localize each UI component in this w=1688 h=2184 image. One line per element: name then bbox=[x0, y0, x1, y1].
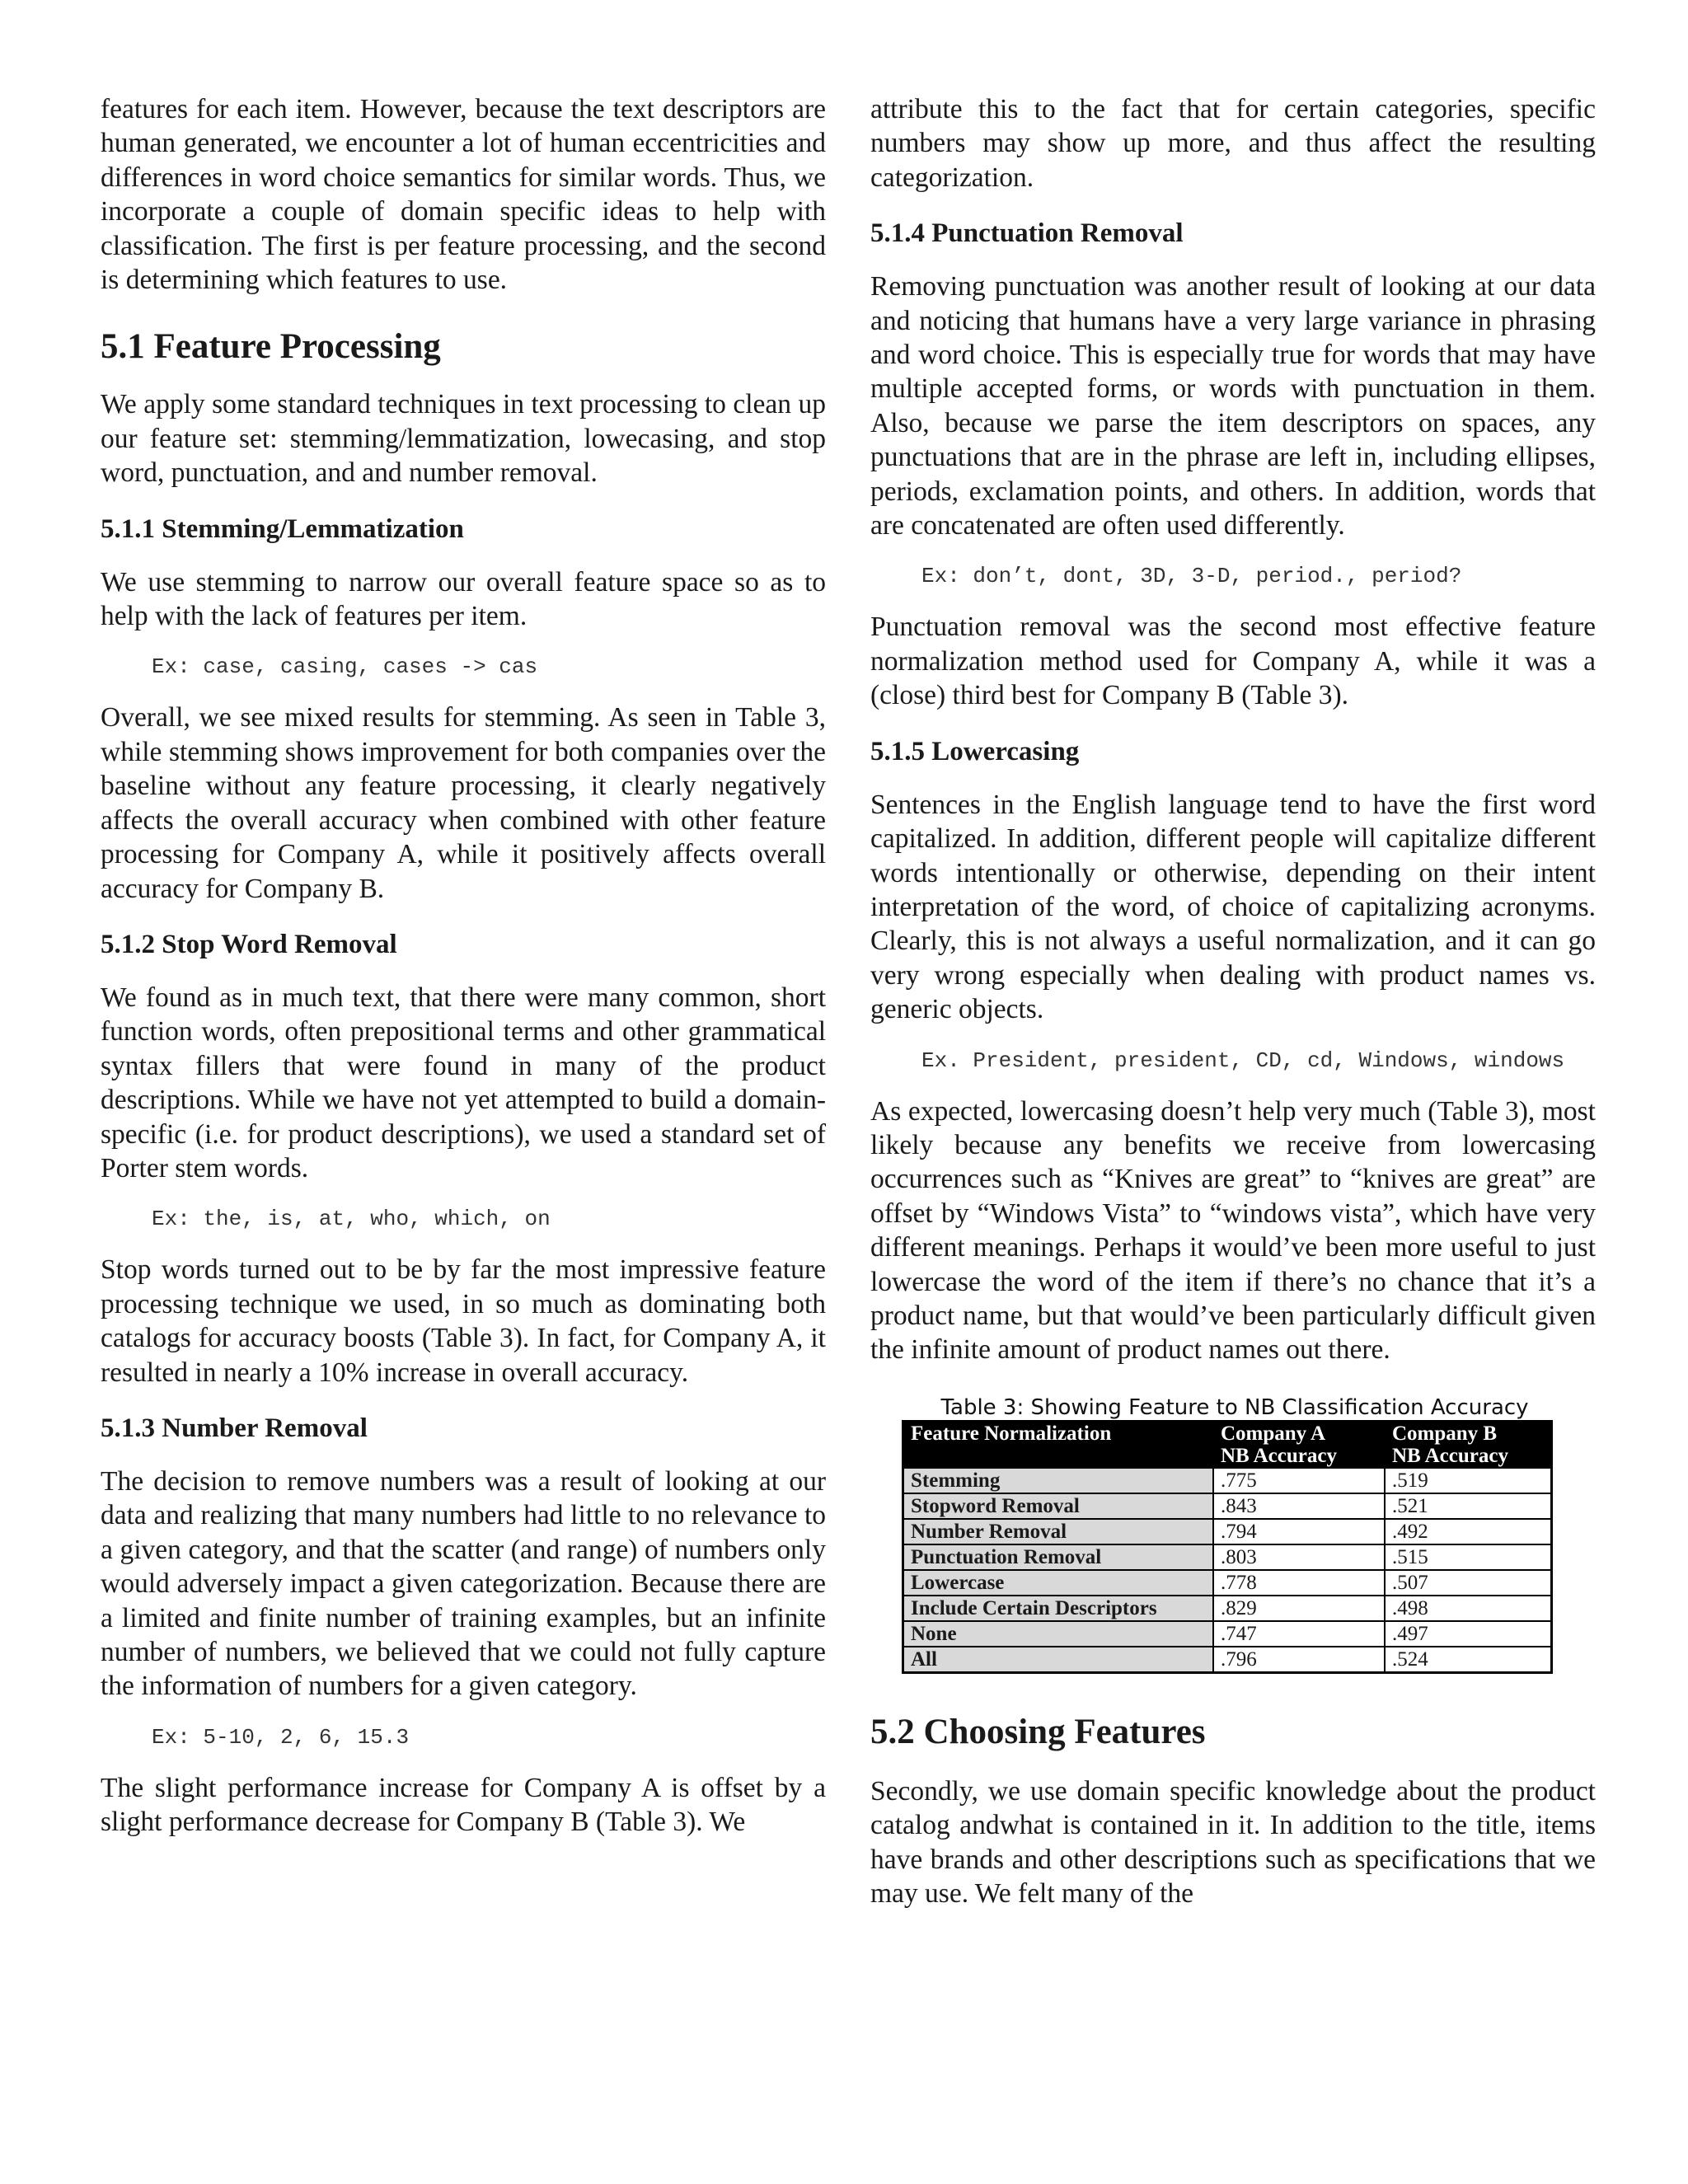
section-5-1-paragraph: We apply some standard techniques in text processing to clean up our feature set: stemming/lemmatization, lowecasing, and stop word, punctuation, and and number removal. bbox=[101, 389, 826, 489]
left-column bbox=[101, 92, 826, 1840]
section-5-1-4-results-paragraph: Punctuation removal was the second most effective feature normalization method used for Company A, while it was a (close) third best for Company B (Table 3). bbox=[870, 612, 1596, 711]
table-header-company-b bbox=[1385, 1421, 1552, 1468]
section-5-1-2-results-paragraph: Stop words turned out to be by far the most impressive feature processing technique we used, in so much as dominating both catalogs for accuracy boosts (Table 3). In fact, for Company A, it resulted in nearly a 10% increase in overall accuracy. bbox=[101, 1254, 826, 1388]
table-header-feature bbox=[903, 1421, 1214, 1468]
row-company-b: .498 bbox=[1385, 1596, 1552, 1621]
row-company-b: .519 bbox=[1385, 1468, 1552, 1493]
table-header-company-a bbox=[1213, 1421, 1385, 1468]
row-feature: Stemming bbox=[903, 1468, 1214, 1493]
row-feature: Punctuation Removal bbox=[903, 1544, 1214, 1570]
section-5-2-heading: 5.2 Choosing Features bbox=[870, 1712, 1206, 1751]
section-5-1-1-paragraph: We use stemming to narrow our overall feature space so as to help with the lack of features per item. bbox=[101, 566, 826, 632]
row-feature: Stopword Removal bbox=[903, 1493, 1214, 1519]
row-company-b: .492 bbox=[1385, 1519, 1552, 1544]
table-row bbox=[903, 1647, 1552, 1673]
section-5-1-1-heading: 5.1.1 Stemming/Lemmatization bbox=[101, 513, 464, 544]
table-row bbox=[903, 1621, 1552, 1647]
section-5-1-4-heading: 5.1.4 Punctuation Removal bbox=[870, 218, 1184, 249]
section-5-1-5-results-paragraph: As expected, lowercasing doesn’t help very much (Table 3), most likely because any benefits we receive from lowercasing occurrences such as “Knives are great” to “knives are great” are offset by “Windows Vista” to “windows vista”, which have very different meanings. Perhaps it would’ve been more useful to just lowercase the word of the item if there’s no chance that it’s a product name, but that would’ve been particularly difficult given the infinite amount of product names out there. bbox=[870, 1095, 1596, 1366]
table-3-caption: Table 3: Showing Feature to NB Classification Accuracy bbox=[940, 1394, 1529, 1420]
section-5-1-5-paragraph: Sentences in the English language tend to have the first word capitalized. In addition, different people will capitalize different words intentionally or otherwise, depending on their intent interpretation of the word, of choice of capitalizing acronyms. Clearly, this is not always a useful normalization, and it can go very wrong especially when dealing with product names vs. generic objects. bbox=[870, 789, 1596, 1025]
header-company-b-line2: NB Accuracy bbox=[1392, 1444, 1508, 1467]
section-5-1-3-results-paragraph: The slight performance increase for Company A is offset by a slight performance decrease for Company B (Table 3). We bbox=[101, 1772, 826, 1838]
section-5-1-3-paragraph: The decision to remove numbers was a result of looking at our data and realizing that many numbers had little to no relevance to a given category, and that the scatter (and range) of numbers only would adversely impact a given categorization. Because there are a limited and finite number of training examples, but an infinite number of numbers, we believed that we could not fully capture the information of numbers for a given category. bbox=[101, 1465, 826, 1702]
row-company-b: .515 bbox=[1385, 1544, 1552, 1570]
section-5-1-1-results-paragraph: Overall, we see mixed results for stemming. As seen in Table 3, while stemming shows improvement for both companies over the baseline without any feature processing, it clearly negatively affects the overall accuracy when combined with other feature processing for Company A, while it positively affects overall accuracy for Company B. bbox=[101, 702, 826, 904]
continued-paragraph: attribute this to the fact that for certain categories, specific numbers may show up more, and thus affect the resulting categorization. bbox=[870, 94, 1596, 193]
intro-paragraph: features for each item. However, because the text descriptors are human generated, we encounter a lot of human eccentricities and differences in word choice semantics for similar words. Thus, we incorporate a couple of domain specific ideas to help with classification. The first is per feature processing, and the second is determining which features to use. bbox=[101, 94, 826, 296]
row-company-b: .497 bbox=[1385, 1621, 1552, 1647]
table-row bbox=[903, 1596, 1552, 1621]
section-5-1-2-heading: 5.1.2 Stop Word Removal bbox=[101, 929, 397, 959]
section-5-1-heading: 5.1 Feature Processing bbox=[101, 327, 441, 367]
table-row bbox=[903, 1544, 1552, 1570]
right-column bbox=[870, 92, 1596, 1910]
row-company-a: .829 bbox=[1213, 1596, 1385, 1621]
row-company-b: .521 bbox=[1385, 1493, 1552, 1519]
row-company-a: .747 bbox=[1213, 1621, 1385, 1647]
section-5-1-2-paragraph: We found as in much text, that there were many common, short function words, often prepositional terms and other grammatical syntax fillers that were found in many of the product descriptions. While we have not yet attempted to build a domain-specific (i.e. for product descriptions), we used a standard set of Porter stem words. bbox=[101, 982, 826, 1183]
section-5-1-3-heading: 5.1.3 Number Removal bbox=[101, 1413, 368, 1443]
row-feature: Lowercase bbox=[903, 1570, 1214, 1596]
row-company-a: .796 bbox=[1213, 1647, 1385, 1673]
header-company-a-line2: NB Accuracy bbox=[1221, 1444, 1337, 1467]
header-company-a-line1: Company A bbox=[1221, 1422, 1326, 1445]
row-company-a: .803 bbox=[1213, 1544, 1385, 1570]
row-company-a: .843 bbox=[1213, 1493, 1385, 1519]
row-company-b: .507 bbox=[1385, 1570, 1552, 1596]
table-row bbox=[903, 1519, 1552, 1544]
table-row bbox=[903, 1468, 1552, 1493]
stemming-example: Ex: case, casing, cases -> cas bbox=[152, 654, 538, 680]
row-company-b: .524 bbox=[1385, 1647, 1552, 1673]
section-5-1-4-paragraph: Removing punctuation was another result of looking at our data and noticing that humans have a very large variance in phrasing and word choice. This is especially true for words that may have multiple accepted forms, or words with punctuation in them. Also, because we parse the item descriptors on spaces, any punctuations that are in the phrase are left in, including ellipses, periods, exclamation points, and others. In addition, words that are concatenated are often used differently. bbox=[870, 271, 1596, 541]
section-5-1-5-heading: 5.1.5 Lowercasing bbox=[870, 736, 1080, 766]
punctuation-example: Ex: don’t, dont, 3D, 3-D, period., period? bbox=[921, 564, 1462, 589]
row-company-a: .778 bbox=[1213, 1570, 1385, 1596]
table-row bbox=[903, 1493, 1552, 1519]
row-feature: All bbox=[903, 1647, 1214, 1673]
section-5-2-paragraph: Secondly, we use domain specific knowledge about the product catalog andwhat is contained in it. In addition to the title, items have brands and other descriptions such as specifications that we may use. We felt many of the bbox=[870, 1775, 1596, 1909]
header-feature-line: Feature Normalization bbox=[911, 1422, 1112, 1445]
number-example: Ex: 5-10, 2, 6, 15.3 bbox=[152, 1724, 410, 1750]
table-3 bbox=[902, 1420, 1553, 1674]
stopword-example: Ex: the, is, at, who, which, on bbox=[152, 1207, 551, 1232]
row-company-a: .794 bbox=[1213, 1519, 1385, 1544]
row-company-a: .775 bbox=[1213, 1468, 1385, 1493]
lowercase-example: Ex. President, president, CD, cd, Windows, windows bbox=[921, 1047, 1565, 1073]
table-row bbox=[903, 1570, 1552, 1596]
row-feature: None bbox=[903, 1621, 1214, 1647]
header-company-b-line1: Company B bbox=[1392, 1422, 1498, 1445]
row-feature: Include Certain Descriptors bbox=[903, 1596, 1214, 1621]
table-header-row bbox=[903, 1421, 1552, 1468]
row-feature: Number Removal bbox=[903, 1519, 1214, 1544]
